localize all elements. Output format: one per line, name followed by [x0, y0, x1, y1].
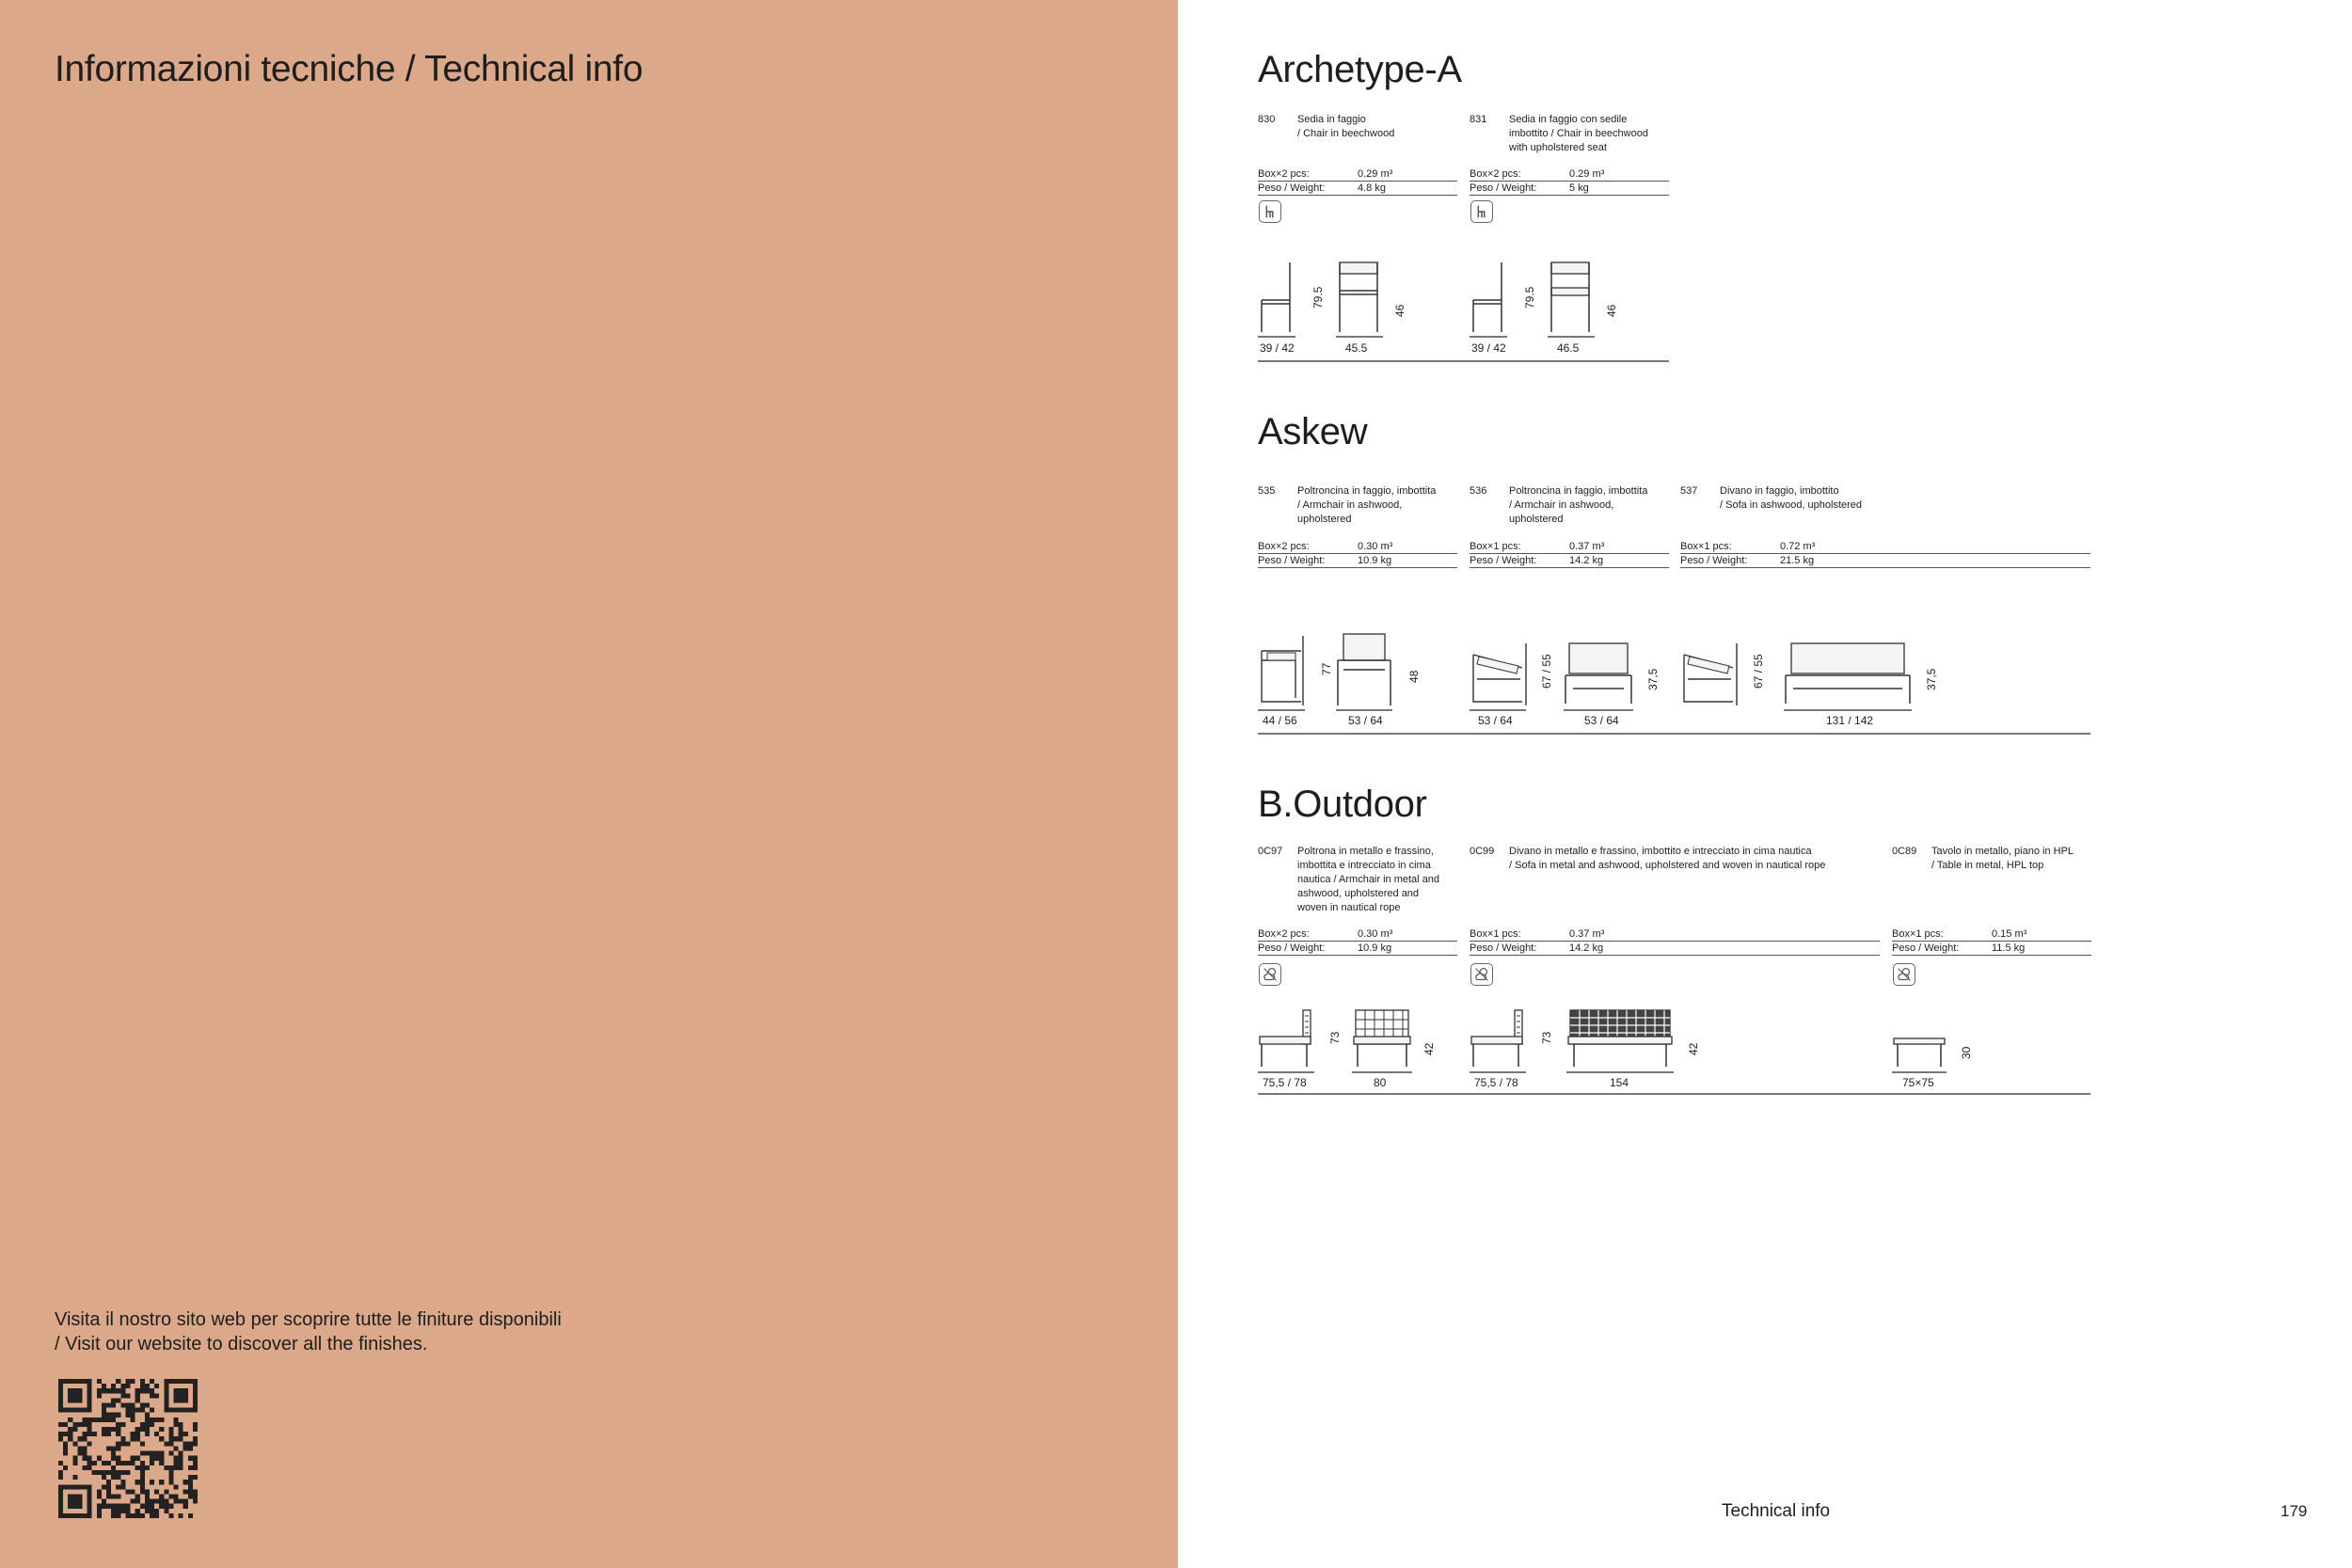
dim-line	[1352, 1071, 1412, 1073]
spec-box: Box×2 pcs: 0.30 m³	[1258, 540, 1457, 554]
section-title-archetype: Archetype-A	[1258, 49, 1462, 90]
dim-line	[1548, 336, 1595, 338]
spec-box: Box×1 pcs: 0.37 m³	[1470, 540, 1669, 554]
indoor-chair-icon	[1470, 200, 1493, 223]
dim-line	[1336, 336, 1383, 338]
spec-weight: Peso / Weight: 10.9 kg	[1258, 554, 1457, 568]
spec-weight: Peso / Weight: 10.9 kg	[1258, 942, 1457, 956]
dimension-height: 73	[1328, 1031, 1342, 1044]
dim-line	[1566, 1071, 1674, 1073]
dimension-width: 131 / 142	[1826, 714, 1874, 727]
specs-830	[1258, 167, 1457, 196]
dimension-height: 73	[1540, 1031, 1553, 1044]
product-code: 0C97	[1258, 846, 1283, 857]
product-code: 831	[1470, 114, 1487, 125]
armchair-front-drawing	[1336, 632, 1392, 707]
product-code: 536	[1470, 485, 1487, 497]
product-535	[1258, 484, 1460, 531]
outdoor-cloud-sun-icon	[1893, 963, 1915, 986]
product-0c99	[1470, 845, 1883, 882]
section-title-askew: Askew	[1258, 411, 1368, 452]
dimension-seat-height: 37,5	[1925, 668, 1938, 690]
dimension-height: 79.5	[1523, 286, 1536, 309]
dimension-seat-height: 37,5	[1646, 668, 1660, 690]
product-code: 0C99	[1470, 846, 1495, 857]
sofa-front-drawing	[1784, 641, 1912, 707]
dim-line	[1336, 709, 1392, 711]
section-divider	[1258, 360, 1669, 362]
chair-side-drawing	[1258, 259, 1295, 334]
product-description: Divano in metallo e frassino, imbottito e intrecciato in cima nautica / Sofa in metal and ashwood, upholstered and woven in nautical rope	[1509, 846, 1826, 871]
spec-box: Box×1 pcs: 0.37 m³	[1470, 927, 1880, 942]
dimension-width: 80	[1374, 1076, 1387, 1089]
product-code: 830	[1258, 114, 1276, 125]
dimension-seat-height: 46	[1605, 304, 1618, 317]
lounge-chair-front-drawing	[1564, 641, 1633, 707]
dimension-height: 30	[1960, 1046, 1973, 1059]
armchair-side-drawing	[1258, 632, 1314, 707]
product-537	[1680, 484, 1906, 531]
dimension-seat-height: 42	[1422, 1042, 1436, 1055]
dimension-height: 79.5	[1311, 286, 1325, 309]
specs-831	[1470, 167, 1669, 196]
dim-line	[1564, 709, 1633, 711]
product-description: Tavolo in metallo, piano in HPL / Table in metal, HPL top	[1931, 846, 2074, 871]
dimension-height: 67 / 55	[1752, 654, 1765, 689]
dimension-depth: 75,5 / 78	[1263, 1076, 1307, 1089]
dim-line	[1258, 1071, 1314, 1073]
website-note-it: Visita il nostro sito web per scoprire tutte le finiture disponibili	[55, 1309, 562, 1330]
indoor-chair-icon	[1259, 200, 1281, 223]
spec-box: Box×1 pcs: 0.72 m³	[1680, 540, 2090, 554]
spec-box: Box×2 pcs: 0.30 m³	[1258, 927, 1457, 942]
chair-side-drawing	[1470, 259, 1507, 334]
product-831	[1470, 113, 1677, 160]
product-description: Sedia in faggio con sedile imbottito / Chair in beechwood with upholstered seat	[1509, 114, 1648, 153]
outdoor-cloud-sun-icon	[1470, 963, 1493, 986]
spec-box: Box×2 pcs: 0.29 m³	[1470, 167, 1669, 182]
section-title-boutdoor: B.Outdoor	[1258, 784, 1427, 825]
outdoor-cloud-sun-icon	[1259, 963, 1281, 986]
lounge-chair-side-drawing	[1470, 641, 1532, 707]
dim-line	[1470, 709, 1526, 711]
specs-536	[1470, 540, 1669, 568]
product-536	[1470, 484, 1672, 531]
product-code: 535	[1258, 485, 1276, 497]
chair-front-drawing	[1336, 259, 1383, 334]
spec-weight: Peso / Weight: 14.2 kg	[1470, 554, 1669, 568]
specs-0c97	[1258, 927, 1457, 956]
specs-535	[1258, 540, 1457, 568]
product-0c97	[1258, 845, 1467, 920]
product-description: Poltroncina in faggio, imbottita / Armchair in ashwood, upholstered	[1297, 485, 1437, 525]
website-note-en: / Visit our website to discover all the finishes.	[55, 1334, 428, 1354]
dim-line	[1258, 336, 1295, 338]
dim-line	[1470, 1071, 1526, 1073]
dimension-width: 45.5	[1345, 341, 1368, 355]
dimension-height: 77	[1320, 662, 1333, 675]
dimension-width: 46.5	[1557, 341, 1580, 355]
dimension-depth: 75,5 / 78	[1474, 1076, 1518, 1089]
spec-box: Box×1 pcs: 0.15 m³	[1892, 927, 2091, 942]
sofa-side-drawing	[1680, 641, 1742, 707]
dimension-seat-height: 42	[1687, 1042, 1700, 1055]
product-description: Poltroncina in faggio, imbottita / Armchair in ashwood, upholstered	[1509, 485, 1648, 525]
product-description: Sedia in faggio / Chair in beechwood	[1297, 114, 1395, 139]
spec-weight: Peso / Weight: 5 kg	[1470, 182, 1669, 196]
specs-0c99	[1470, 927, 1880, 956]
chair-front-drawing	[1548, 259, 1595, 334]
dimension-depth: 39 / 42	[1260, 341, 1295, 355]
outdoor-table-drawing	[1892, 1037, 1947, 1069]
dim-line	[1892, 1071, 1947, 1073]
website-note	[55, 1307, 562, 1356]
spec-weight: Peso / Weight: 21.5 kg	[1680, 554, 2090, 568]
product-0c89	[1892, 845, 2099, 882]
page-title: Informazioni tecniche / Technical info	[55, 49, 644, 89]
spec-box: Box×2 pcs: 0.29 m³	[1258, 167, 1457, 182]
qr-code[interactable]	[56, 1379, 199, 1518]
product-code: 0C89	[1892, 846, 1917, 857]
dimension-depth: 44 / 56	[1263, 714, 1297, 727]
outdoor-armchair-side-drawing	[1258, 1008, 1318, 1069]
product-description: Divano in faggio, imbottito / Sofa in ashwood, upholstered	[1720, 485, 1863, 511]
outdoor-sofa-front-drawing	[1566, 1008, 1674, 1069]
outdoor-sofa-side-drawing	[1470, 1008, 1530, 1069]
product-830	[1258, 113, 1455, 160]
dimension-width: 154	[1610, 1076, 1629, 1089]
product-code: 537	[1680, 485, 1698, 497]
dim-line	[1470, 336, 1507, 338]
specs-537	[1680, 540, 2090, 568]
spec-weight: Peso / Weight: 11.5 kg	[1892, 942, 2091, 956]
dimension-depth: 53 / 64	[1478, 714, 1513, 727]
dimension-seat-height: 48	[1407, 670, 1421, 683]
dim-line	[1784, 709, 1912, 711]
dimension-height: 67 / 55	[1540, 654, 1553, 689]
spec-weight: Peso / Weight: 14.2 kg	[1470, 942, 1880, 956]
spec-weight: Peso / Weight: 4.8 kg	[1258, 182, 1457, 196]
outdoor-armchair-front-drawing	[1352, 1008, 1412, 1069]
page-number: 179	[2280, 1502, 2308, 1520]
section-divider	[1258, 733, 2090, 735]
dimension-seat-height: 46	[1393, 304, 1406, 317]
dimension-width: 53 / 64	[1584, 714, 1619, 727]
footer-label: Technical info	[1722, 1501, 1831, 1521]
dimension-width: 53 / 64	[1348, 714, 1383, 727]
dimension-depth: 39 / 42	[1471, 341, 1506, 355]
dim-line	[1258, 709, 1305, 711]
specs-0c89	[1892, 927, 2091, 956]
dimension-width: 75×75	[1902, 1076, 1934, 1089]
section-divider	[1258, 1093, 2090, 1095]
product-description: Poltrona in metallo e frassino, imbottita e intrecciato in cima nautica / Armchair in metal and ashwood, upholstered and woven in nautical rope	[1297, 846, 1440, 913]
